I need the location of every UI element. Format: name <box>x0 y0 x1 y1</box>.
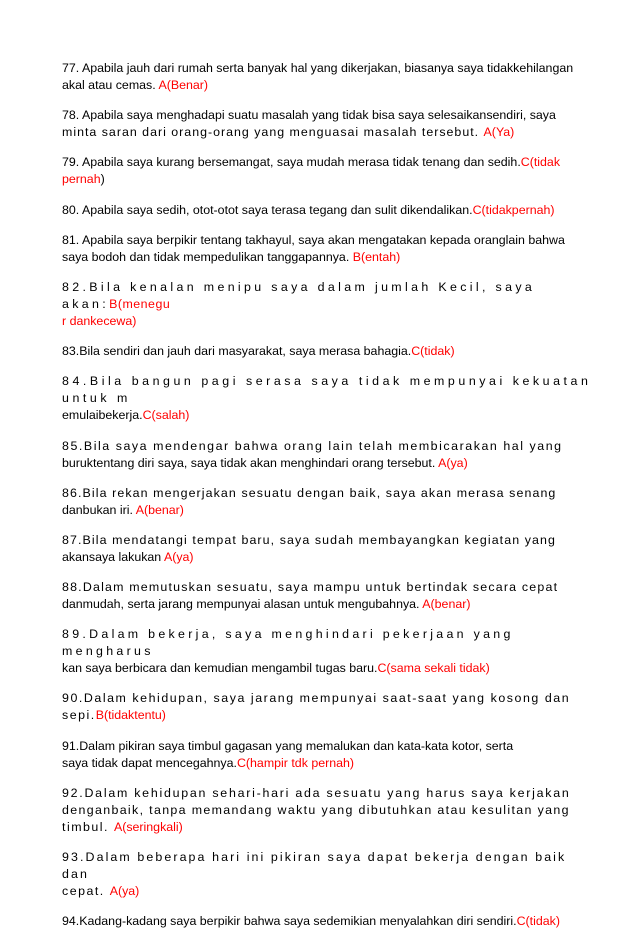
answer-text: B(tidaktentu) <box>95 708 166 723</box>
question-text: saya bodoh dan tidak mempedulikan tanggapannya. <box>62 249 353 264</box>
question-text: kan saya berbicara dan kemudian mengambil tugas baru. <box>62 661 378 676</box>
answer-text: C(hampir tdk pernah) <box>236 755 355 770</box>
answer-text: A(benar) <box>135 502 184 517</box>
question-text: Bila sendiri dan jauh dari masyarakat, saya merasa bahagia. <box>79 344 412 359</box>
answer-text: A(ya) <box>109 884 140 898</box>
question-78 <box>62 107 592 141</box>
answer-text: A(Benar) <box>158 78 209 92</box>
question-number: 87. <box>62 532 83 547</box>
question-text: Apabila saya sedih, otot-otot saya terasa tegang dan sulit dikendalikan. <box>79 202 473 217</box>
answer-text: pernah <box>62 172 101 187</box>
question-text: Bila bangun pagi serasa saya tidak mempunyai kekuatan untuk m <box>62 374 599 406</box>
question-text: Kadang-kadang saya berpikir bahwa saya sedemikian menyalahkan diri sendiri. <box>79 914 517 929</box>
question-number: 89. <box>62 627 90 642</box>
question-82 <box>62 279 592 330</box>
question-88 <box>62 579 592 613</box>
question-93 <box>62 849 592 900</box>
question-text: denganbaik, tanpa memandang waktu yang dibutuhkan atau kesulitan yang <box>62 802 570 817</box>
question-number: 79. <box>62 155 80 170</box>
question-text: Apabila saya berpikir tentang takhayul, saya akan mengatakan kepada oranglain bahwa <box>79 232 565 247</box>
question-number: 84. <box>62 374 90 389</box>
question-text: saya tidak dapat mencegahnya. <box>62 755 237 770</box>
question-text: Dalam beberapa hari ini pikiran saya dapat bekerja dengan baik dan <box>62 850 572 881</box>
question-text: Dalam kehidupan, saya jarang mempunyai saat-saat yang kosong dan <box>83 691 571 706</box>
answer-text: C(salah) <box>142 408 190 423</box>
question-number: 92. <box>62 785 85 800</box>
question-text: Bila kenalan menipu saya dalam jumlah Kecil, saya akan: <box>62 279 542 311</box>
question-text: minta saran dari orang-orang yang menguasai masalah tersebut. <box>62 125 484 140</box>
question-number: 91. <box>62 738 80 753</box>
answer-closing: ) <box>100 172 105 187</box>
question-text: Dalam pikiran saya timbul gagasan yang memalukan dan kata-kata kotor, serta <box>79 738 514 753</box>
answer-text: C(tidakpernah) <box>472 202 555 217</box>
question-number: 86. <box>62 485 83 500</box>
question-number: 80. <box>62 202 80 217</box>
question-text: buruktentang diri saya, saya tidak akan menghindari orang tersebut. <box>62 455 439 470</box>
question-text: Apabila saya kurang bersemangat, saya mudah merasa tidak tenang dan sedih. <box>79 155 521 170</box>
answer-text: A(ya) <box>438 455 468 470</box>
question-text: akansaya lakukan <box>62 549 164 564</box>
question-text: Dalam memutuskan sesuatu, saya mampu untuk bertindak secara cepat <box>82 580 559 595</box>
question-94 <box>62 913 592 930</box>
question-85 <box>62 438 592 472</box>
question-89 <box>62 626 592 677</box>
question-number: 90. <box>62 691 84 706</box>
question-number: 82. <box>62 279 90 294</box>
question-90 <box>62 690 592 724</box>
question-text: akal atau cemas. <box>62 78 159 92</box>
answer-text: C(tidak) <box>411 344 455 359</box>
question-number: 77. <box>62 61 80 75</box>
question-text: timbul. <box>62 819 114 834</box>
answer-text: B(menegu <box>109 296 171 311</box>
question-91 <box>62 738 592 772</box>
answer-text: A(benar) <box>422 597 471 612</box>
question-86 <box>62 485 592 519</box>
question-87 <box>62 532 592 566</box>
answer-text: r dankecewa) <box>62 313 137 328</box>
question-number: 94. <box>62 914 80 929</box>
question-text: emulaibekerja. <box>62 408 143 423</box>
answer-text: A(Ya) <box>483 125 515 140</box>
question-text: Dalam kehidupan sehari-hari ada sesuatu yang harus saya kerjakan <box>84 785 571 800</box>
question-number: 85. <box>62 438 84 453</box>
question-81 <box>62 232 592 266</box>
question-number: 93. <box>62 850 86 864</box>
question-83 <box>62 343 592 360</box>
question-84 <box>62 373 599 424</box>
question-text: danmudah, serta jarang mempunyai alasan untuk mengubahnya. <box>62 597 423 612</box>
answer-text: A(ya) <box>163 549 194 564</box>
question-text: Bila mendatangi tempat baru, saya sudah membayangkan kegiatan yang <box>82 532 557 547</box>
question-text: Apabila saya menghadapi suatu masalah yang tidak bisa saya selesaikansendiri, saya <box>79 108 556 123</box>
question-text: Dalam bekerja, saya menghindari pekerjaan yang mengharus <box>62 627 521 659</box>
question-number: 83. <box>62 344 80 359</box>
question-text: danbukan iri. <box>62 502 136 517</box>
question-text: Apabila jauh dari rumah serta banyak hal yang dikerjakan, biasanya saya tidakkehilangan <box>79 61 574 75</box>
question-79 <box>62 154 592 188</box>
question-text: cepat. <box>62 884 110 898</box>
answer-text: B(entah) <box>352 249 401 264</box>
answer-text: A(seringkali) <box>113 819 183 834</box>
answer-text: C(tidak) <box>516 914 560 929</box>
question-80 <box>62 202 592 219</box>
question-92 <box>62 785 592 836</box>
question-text: Bila saya mendengar bahwa orang lain telah membicarakan hal yang <box>83 438 563 453</box>
answer-text: C(sama sekali tidak) <box>377 661 490 676</box>
question-text: Bila rekan mengerjakan sesuatu dengan baik, saya akan merasa senang <box>82 485 557 500</box>
question-number: 81. <box>62 232 80 247</box>
question-77 <box>62 60 592 94</box>
question-number: 88. <box>62 580 83 595</box>
answer-text: C(tidak <box>520 155 561 170</box>
question-text: sepi. <box>62 708 96 723</box>
question-number: 78. <box>62 108 80 123</box>
